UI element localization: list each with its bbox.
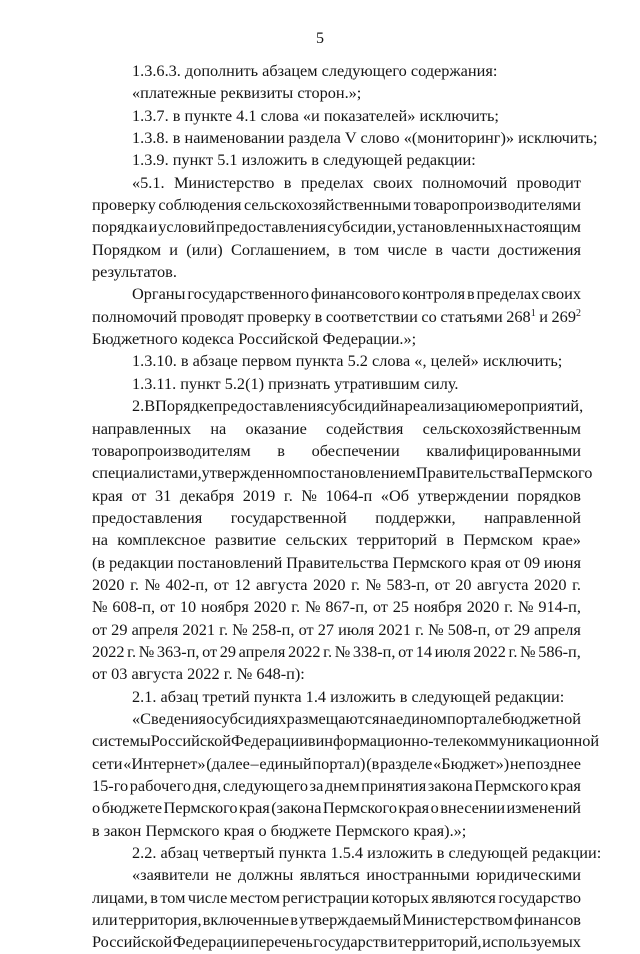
text-line: Органы государственного финансового контроля в пределах своих bbox=[132, 284, 581, 304]
text-line: (в редакции постановлений Правительства Пермского края от 09 июня bbox=[92, 552, 581, 572]
text-line: «платежные реквизиты сторон.»; bbox=[132, 83, 362, 103]
text-line: от 29 апреля 2021 г. № 258-п, от 27 июля 2021 г. № 508-п, от 29 апреля bbox=[92, 619, 581, 639]
text-line: сети «Интернет» (далее – единый портал) (в разделе «Бюджет») не позднее bbox=[92, 753, 581, 773]
text-line: предоставления государственной поддержки, направленной bbox=[92, 507, 581, 527]
text-line: № 608-п, от 10 ноября 2020 г. № 867-п, от 25 ноября 2020 г. № 914-п, bbox=[92, 597, 581, 617]
text-line: товаропроизводителям в обеспечении квалифицированными bbox=[92, 440, 581, 460]
text-line: порядка и условий предоставления субсидии, установленных настоящим bbox=[92, 217, 581, 237]
text-line: проверку соблюдения сельскохозяйственными товаропроизводителями bbox=[92, 195, 581, 215]
text-line: «Сведения о субсидиях размещаются на едином портале бюджетной bbox=[132, 708, 581, 728]
text-line: лицами, в том числе местом регистрации которых являются государство bbox=[92, 887, 581, 907]
text-line: Порядком и (или) Соглашением, в том числе в части достижения bbox=[92, 239, 581, 259]
text-line: от 03 августа 2022 г. № 648-п): bbox=[92, 664, 305, 684]
text-line: 2.1. абзац третий пункта 1.4 изложить в следующей редакции: bbox=[132, 686, 565, 706]
text-line: 1.3.10. в абзаце первом пункта 5.2 слова «, целей» исключить; bbox=[132, 351, 563, 371]
text-line: Бюджетного кодекса Российской Федерации.»; bbox=[92, 329, 417, 349]
text-line: о бюджете Пермского края (закона Пермского края о внесении изменений bbox=[92, 798, 581, 818]
document-body bbox=[92, 60, 602, 954]
text-line: 2020 г. № 402-п, от 12 августа 2020 г. № 583-п, от 20 августа 2020 г. bbox=[92, 574, 581, 594]
text-line: результатов. bbox=[92, 262, 177, 282]
text-line: 2022 г. № 363-п, от 29 апреля 2022 г. № 338-п, от 14 июля 2022 г. № 586-п, bbox=[92, 641, 581, 661]
text-line: 1.3.7. в пункте 4.1 слова «и показателей» исключить; bbox=[132, 105, 499, 125]
text-line: или территория, включенные в утверждаемый Министерством финансов bbox=[92, 910, 581, 930]
text-line: 1.3.9. пункт 5.1 изложить в следующей редакции: bbox=[132, 150, 476, 170]
text-line: системы Российской Федерации в информационно-телекоммуникационной bbox=[92, 731, 600, 751]
text-line: края от 31 декабря 2019 г. № 1064-п «Об утверждении порядков bbox=[92, 485, 581, 505]
text-line: полномочий проводят проверку в соответствии со статьями $268^1$ и $269^2$ bbox=[92, 306, 581, 326]
text-line: 1.3.8. в наименовании раздела V слово «(мониторинг)» исключить; bbox=[132, 128, 598, 148]
text-line: 15-го рабочего дня, следующего за днем принятия закона Пермского края bbox=[92, 776, 581, 795]
text-line: направленных на оказание содействия сельскохозяйственным bbox=[92, 418, 581, 438]
text-line: «заявители не должны являться иностранными юридическими bbox=[132, 865, 581, 885]
text-line: «5.1. Министерство в пределах своих полномочий проводит bbox=[132, 172, 581, 192]
text-line: 1.3.6.3. дополнить абзацем следующего содержания: bbox=[132, 61, 498, 80]
text-line: на комплексное развитие сельских территорий в Пермском крае» bbox=[92, 530, 581, 550]
text-line: 2. В Порядке предоставления субсидий на реализацию мероприятий, bbox=[132, 396, 584, 416]
text-line: 2.2. абзац четвертый пункта 1.5.4 изложить в следующей редакции: bbox=[132, 843, 602, 863]
text-line: Российской Федерации перечень государств и территорий, используемых bbox=[92, 932, 581, 952]
text-line: 1.3.11. пункт 5.2(1) признать утратившим силу. bbox=[132, 373, 459, 393]
text-line: специалистами, утвержденном постановлением Правительства Пермского bbox=[92, 463, 593, 483]
page-number: 5 bbox=[316, 30, 324, 47]
text-line: в закон Пермского края о бюджете Пермского края).»; bbox=[92, 820, 467, 840]
